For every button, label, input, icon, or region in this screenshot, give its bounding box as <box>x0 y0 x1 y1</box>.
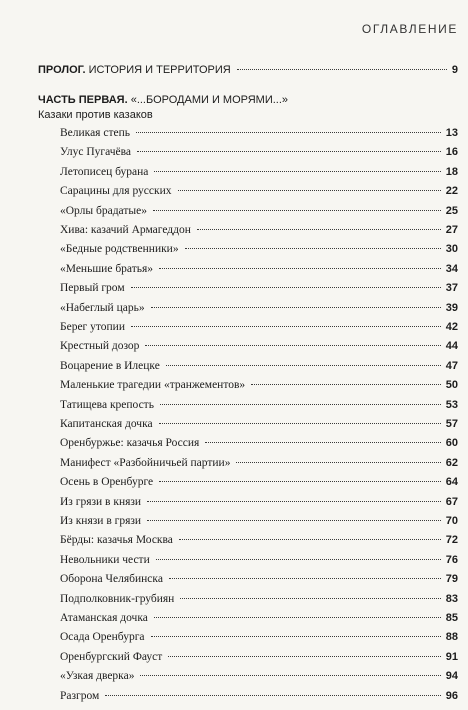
prolog-text: ИСТОРИЯ И ТЕРРИТОРИЯ <box>85 64 231 76</box>
toc-entry <box>60 573 458 593</box>
entry-page: 85 <box>445 612 458 624</box>
entry-page: 44 <box>445 340 458 353</box>
leader-dots <box>159 423 441 424</box>
entry-title: «Бедные родственники» <box>60 243 179 256</box>
leader-dots <box>166 365 441 366</box>
leader-dots <box>236 462 440 463</box>
entry-page: 37 <box>445 282 458 295</box>
part-label: ЧАСТЬ ПЕРВАЯ. <box>38 94 128 106</box>
toc-entry <box>60 631 458 651</box>
entry-page: 50 <box>445 379 458 392</box>
toc-entry <box>60 360 458 380</box>
leader-dots <box>159 481 441 482</box>
toc-entry <box>60 651 458 671</box>
entry-page: 25 <box>445 204 458 217</box>
toc-entry <box>60 379 458 399</box>
toc-entry <box>60 166 458 186</box>
leader-dots <box>160 404 441 405</box>
entry-page: 96 <box>445 689 458 702</box>
leader-dots <box>178 190 441 191</box>
entry-page: 16 <box>445 146 458 159</box>
entry-title: Оренбургский Фауст <box>60 650 163 663</box>
entry-title: «Набеглый царь» <box>60 301 145 314</box>
toc-entry <box>60 302 458 322</box>
leader-dots <box>131 326 441 327</box>
toc-entry <box>60 457 458 477</box>
leader-dots <box>237 69 447 70</box>
entry-page: 18 <box>445 165 458 178</box>
entry-title: Великая степь <box>60 127 130 139</box>
entry-page: 57 <box>445 418 458 430</box>
toc-entry <box>60 670 458 690</box>
entry-title: «Орлы брадатые» <box>60 204 147 217</box>
entry-title: Первый гром <box>60 282 125 295</box>
entry-page: 39 <box>445 301 458 314</box>
toc-entry <box>60 340 458 360</box>
entry-page: 13 <box>445 127 458 139</box>
entry-page: 67 <box>445 495 458 508</box>
part-heading <box>38 94 288 106</box>
leader-dots <box>140 675 440 676</box>
leader-dots <box>131 287 441 288</box>
leader-dots <box>168 656 440 657</box>
entry-page: 64 <box>445 476 458 489</box>
leader-dots <box>251 384 441 385</box>
entry-page: 72 <box>445 534 458 547</box>
leader-dots <box>159 268 441 269</box>
leader-dots <box>185 248 441 249</box>
entry-page: 94 <box>445 670 458 683</box>
leader-dots <box>105 695 440 696</box>
toc-entry <box>60 593 458 613</box>
toc-entry <box>60 205 458 225</box>
entry-title: «Меньшие братья» <box>60 262 154 275</box>
toc-entry <box>60 496 458 516</box>
entry-page: 62 <box>445 456 458 469</box>
entry-page: 88 <box>445 631 458 644</box>
entry-title: Бёрды: казачья Москва <box>60 534 173 547</box>
toc-entry <box>60 243 458 263</box>
part-title: «...БОРОДАМИ И МОРЯМИ...» <box>127 94 289 106</box>
leader-dots <box>151 307 441 308</box>
entry-page: 70 <box>445 515 458 527</box>
leader-dots <box>147 520 441 521</box>
entry-title: Манифест «Разбойничьей партии» <box>60 456 231 469</box>
toc-entry <box>60 476 458 496</box>
entry-title: Татищева крепость <box>60 398 154 411</box>
toc-entry <box>60 185 458 205</box>
toc-entry <box>60 399 458 419</box>
toc-entry <box>60 437 458 457</box>
leader-dots <box>145 345 440 346</box>
entry-title: Хива: казачий Армагеддон <box>60 224 191 236</box>
entry-page: 22 <box>445 185 458 198</box>
entry-title: Маленькие трагедии «транжементов» <box>60 379 246 392</box>
leader-dots <box>197 229 441 230</box>
entry-page: 79 <box>445 573 458 586</box>
leader-dots <box>153 210 441 211</box>
toc-entry <box>60 515 458 535</box>
leader-dots <box>205 442 440 443</box>
prolog-label: ПРОЛОГ. <box>38 64 86 76</box>
toc-entry <box>60 418 458 438</box>
toc-entry <box>60 321 458 341</box>
entry-title: Капитанская дочка <box>60 418 153 430</box>
entry-page: 30 <box>445 243 458 256</box>
toc-entry <box>60 282 458 302</box>
leader-dots <box>156 559 441 560</box>
leader-dots <box>136 132 441 133</box>
toc-entry <box>60 127 458 147</box>
entry-title: Воцарение в Илецке <box>60 359 160 372</box>
entry-title: Оборона Челябинска <box>60 573 163 586</box>
toc-entry <box>60 554 458 574</box>
entry-page: 53 <box>445 398 458 411</box>
leader-dots <box>137 151 441 152</box>
entry-page: 91 <box>445 650 458 663</box>
leader-dots <box>154 617 441 618</box>
toc-entry <box>60 534 458 554</box>
entry-title: Осень в Оренбурге <box>60 476 154 489</box>
entry-title: Атаманская дочка <box>60 612 148 624</box>
leader-dots <box>147 501 441 502</box>
entry-page: 47 <box>445 359 458 372</box>
running-head: ОГЛАВЛЕНИЕ <box>361 22 458 36</box>
entry-title: Берег утопии <box>60 321 125 333</box>
entry-page: 76 <box>445 553 458 566</box>
toc-entry <box>60 612 458 632</box>
toc-prolog <box>38 64 458 84</box>
leader-dots <box>151 636 441 637</box>
entry-title: Невольники чести <box>60 553 150 566</box>
prolog-title <box>38 64 234 76</box>
entry-title: Осада Оренбурга <box>60 631 145 644</box>
prolog-page: 9 <box>451 64 458 76</box>
entry-title: Из грязи в князи <box>60 495 142 508</box>
entry-page: 34 <box>445 262 458 275</box>
entry-title: Улус Пугачёва <box>60 146 131 159</box>
toc-entry <box>60 224 458 244</box>
entry-title: Сарацины для русских <box>60 185 172 198</box>
entry-title: Оренбуржье: казачья Россия <box>60 437 200 450</box>
entry-title: Из князи в грязи <box>60 515 142 527</box>
toc-entry <box>60 146 458 166</box>
leader-dots <box>154 171 440 172</box>
entry-page: 60 <box>445 437 458 450</box>
entry-title: Разгром <box>60 689 100 702</box>
leader-dots <box>180 598 440 599</box>
entry-title: Летописец бурана <box>60 165 149 178</box>
leader-dots <box>179 539 441 540</box>
part-subtitle: Казаки против казаков <box>38 109 153 121</box>
entry-page: 83 <box>445 592 458 605</box>
entry-title: Крестный дозор <box>60 340 140 353</box>
entry-page: 27 <box>445 224 458 236</box>
leader-dots <box>169 578 441 579</box>
entry-title: «Узкая дверка» <box>60 670 135 683</box>
toc-entry <box>60 263 458 283</box>
entry-page: 42 <box>445 321 458 333</box>
entry-title: Подполковник-грубиян <box>60 592 175 605</box>
